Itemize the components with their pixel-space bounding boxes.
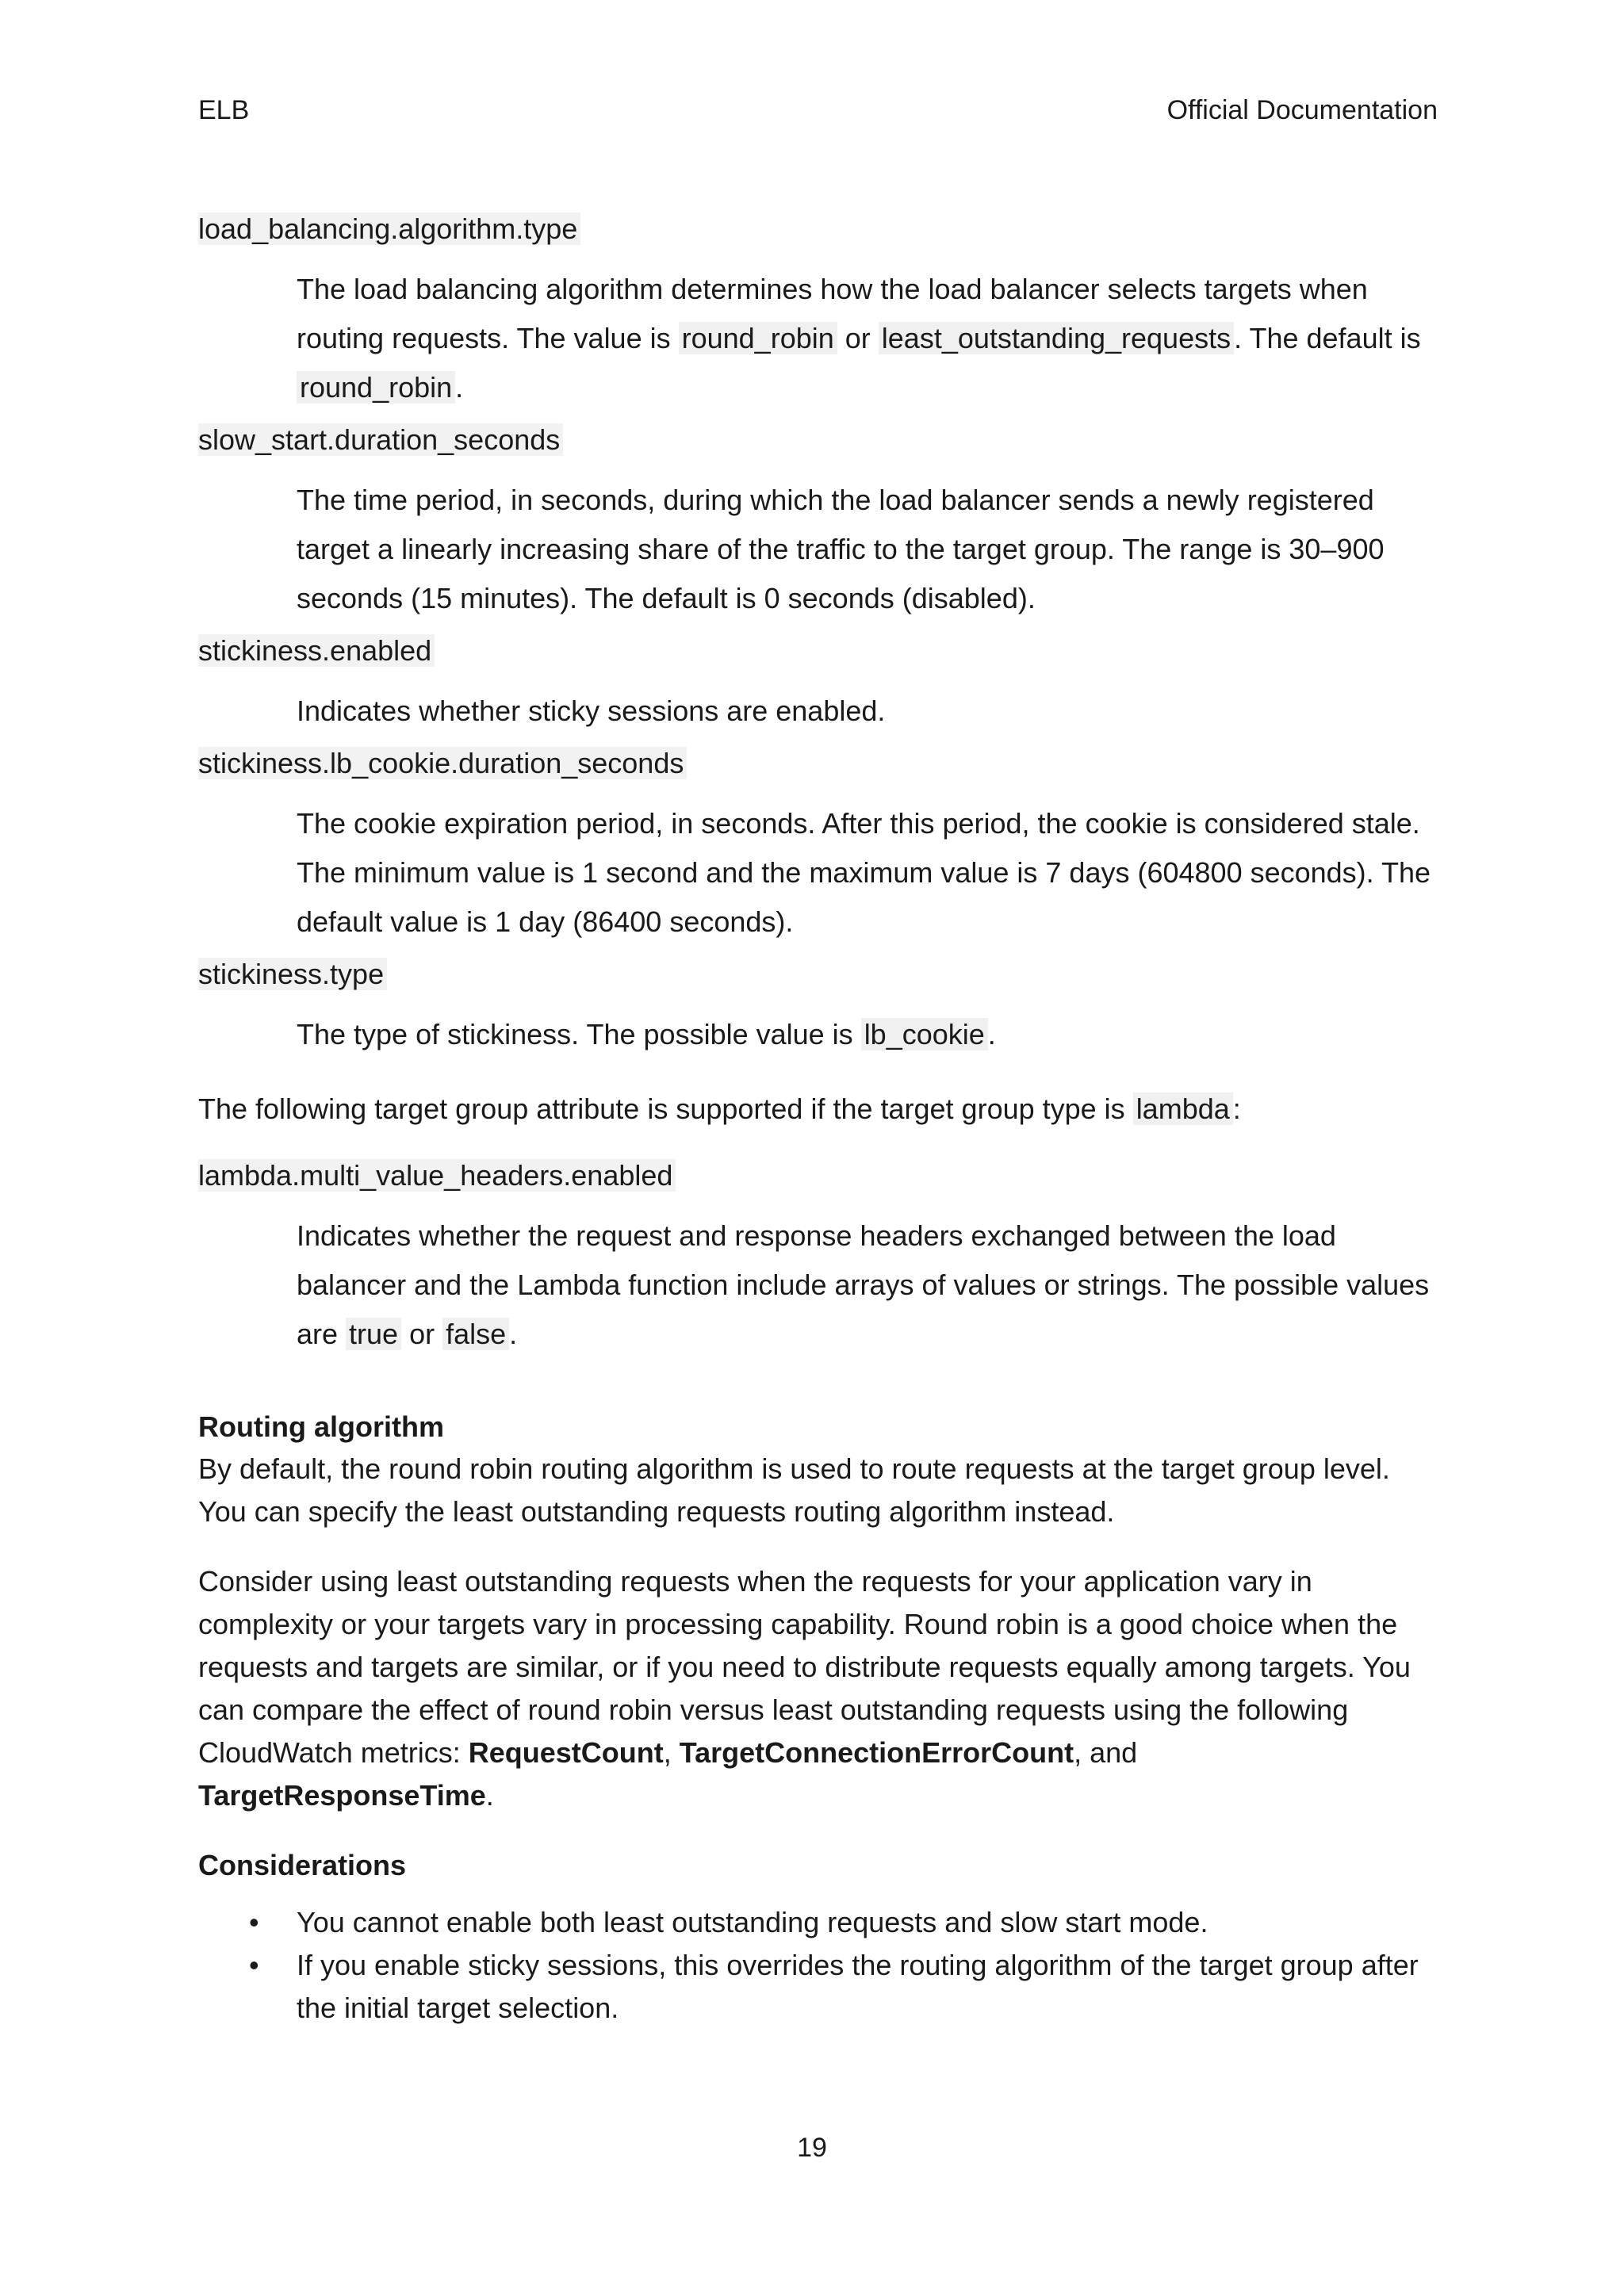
attribute-term: lambda.multi_value_headers.enabled [198,1151,1435,1200]
attribute-definition: The cookie expiration period, in seconds. After this period, the cookie is considered stale. The minimum value is 1 second and the maximum value is 7 days (604800 seconds). The default value is 1 day (86400 seconds). [297,807,1431,938]
metric-name: TargetConnectionErrorCount [679,1736,1074,1769]
attribute-definition: Indicates whether the request and response headers exchanged between the load balancer and the Lambda function include arrays of values or strings. The possible values are true or false . [297,1219,1430,1350]
bullet-icon: • [249,1906,259,1938]
attribute-term: load_balancing.algorithm.type [198,205,1435,254]
inline-code: least_outstanding_requests [879,322,1234,354]
attribute-entry [198,950,1435,1062]
attribute-entry [198,626,1435,739]
attribute-entry [198,739,1435,950]
metric-name: TargetResponseTime [198,1779,486,1812]
attribute-entry [198,415,1435,626]
section-heading-considerations: Considerations [198,1849,407,1881]
metric-name: RequestCount [468,1736,664,1769]
inline-code: round_robin [297,371,455,404]
inline-code: lambda [1133,1093,1233,1125]
routing-paragraph: By default, the round robin routing algorithm is used to route requests at the target group level. You can specify the least outstanding requests routing algorithm instead. [198,1452,1390,1528]
attribute-entry [198,205,1435,415]
header-product-name: ELB [198,95,250,125]
attribute-entry [198,1151,1435,1362]
considerations-list [198,1901,1435,2030]
lambda-intro-paragraph: The following target group attribute is supported if the target group type is lambda : [198,1093,1241,1125]
inline-code: true [346,1318,401,1350]
attribute-term: stickiness.type [198,950,1435,999]
attribute-definition: The time period, in seconds, during which the load balancer sends a newly registered target a linearly increasing share of the traffic to the target group. The range is 30–900 seconds (15 minutes). The default is 0 seconds (disabled). [297,484,1385,614]
page-content [198,205,1435,2030]
bullet-icon: • [249,1949,259,1981]
attribute-definition: The load balancing algorithm determines how the load balancer selects targets when routing requests. The value is round_robin or least_outstanding_requests . The default is round_robin . [297,273,1421,404]
routing-paragraph-metrics: Consider using least outstanding requests when the requests for your application vary in complexity or your targets vary in processing capability. Round robin is a good choice when the requests and targets are similar, or if you need to distribute requests equally among targets. You can compare the effect of round robin versus least outstanding requests using the following CloudWatch metrics: RequestCount, TargetConnectionErrorCount, and TargetResponseTime. [198,1565,1411,1812]
inline-code: false [442,1318,509,1350]
header-doc-title: Official Documentation [1166,95,1438,125]
attribute-term: stickiness.enabled [198,626,1435,675]
attribute-definition: The type of stickiness. The possible value is lb_cookie . [297,1018,996,1050]
page-number: 19 [797,2133,827,2163]
section-heading-routing: Routing algorithm [198,1410,444,1443]
attribute-term: slow_start.duration_seconds [198,415,1435,465]
list-item: • You cannot enable both least outstanding requests and slow start mode. [198,1901,1435,1944]
inline-code: round_robin [679,322,837,354]
attribute-definition: Indicates whether sticky sessions are enabled. [297,695,886,727]
list-item: • If you enable sticky sessions, this overrides the routing algorithm of the target group after the initial target selection. [198,1944,1435,2030]
inline-code: lb_cookie [861,1018,988,1050]
attribute-term: stickiness.lb_cookie.duration_seconds [198,739,1435,788]
